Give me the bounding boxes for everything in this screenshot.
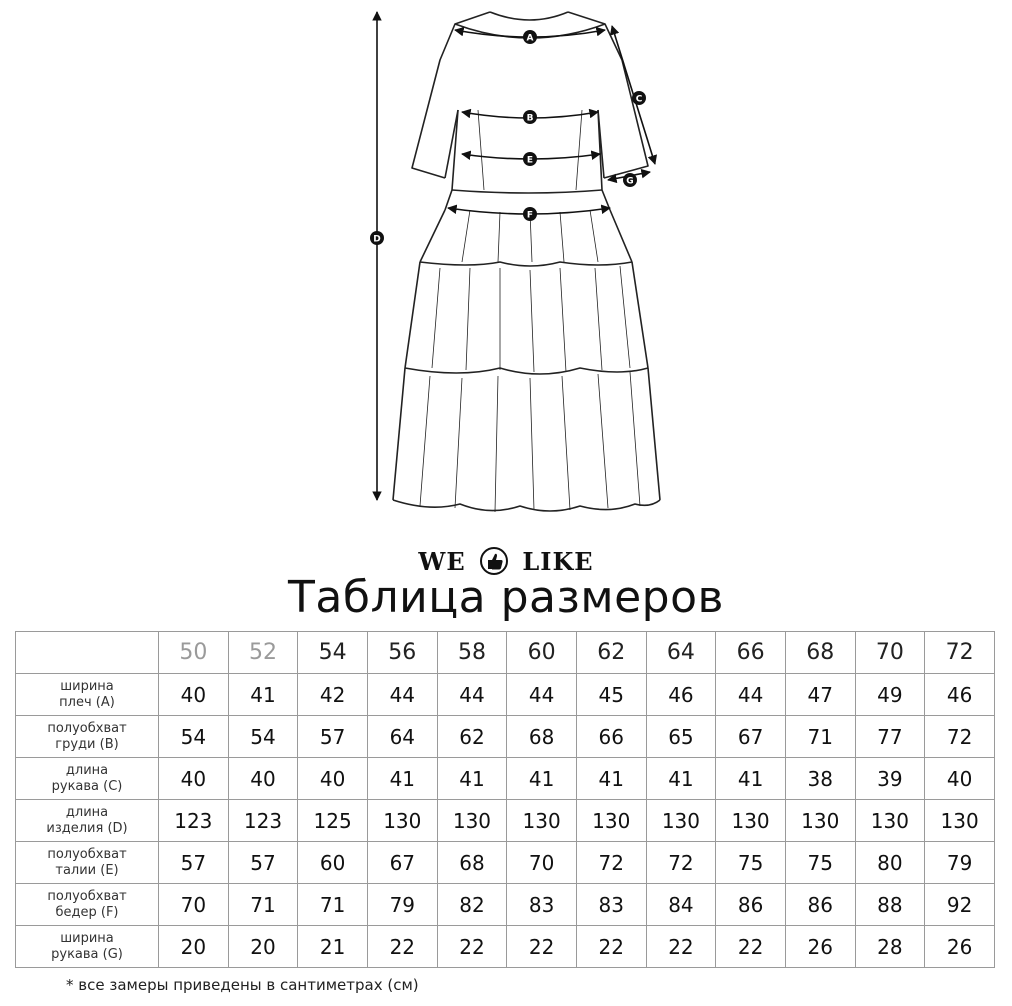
row-label <box>16 674 159 716</box>
row-label-line1: длина <box>65 762 109 778</box>
row-label-line1: ширина <box>60 678 114 694</box>
size-header: 66 <box>716 632 786 674</box>
row-label-line1: полуобхват <box>47 720 127 736</box>
size-header: 72 <box>925 632 995 674</box>
marker-e <box>523 152 537 166</box>
table-cell: 123 <box>159 800 229 842</box>
table-cell: 83 <box>576 884 646 926</box>
marker-d <box>370 231 384 245</box>
table-cell: 26 <box>925 926 995 968</box>
row-label-line2: груди (B) <box>55 736 119 752</box>
table-cell: 65 <box>646 716 716 758</box>
table-cell: 67 <box>716 716 786 758</box>
table-cell: 70 <box>507 842 577 884</box>
svg-text:C: C <box>635 94 643 105</box>
corner-cell <box>16 632 159 674</box>
row-label <box>16 800 159 842</box>
row-label-line1: полуобхват <box>47 846 127 862</box>
table-cell: 77 <box>855 716 925 758</box>
row-label-line1: ширина <box>60 930 114 946</box>
table-cell: 54 <box>228 716 298 758</box>
table-cell: 79 <box>925 842 995 884</box>
svg-text:D: D <box>373 234 381 245</box>
table-cell: 68 <box>437 842 507 884</box>
table-cell: 88 <box>855 884 925 926</box>
table-cell: 22 <box>646 926 716 968</box>
table-row <box>16 884 995 926</box>
table-cell: 21 <box>298 926 368 968</box>
table-cell: 79 <box>367 884 437 926</box>
table-cell: 22 <box>367 926 437 968</box>
table-cell: 84 <box>646 884 716 926</box>
table-cell: 41 <box>576 758 646 800</box>
row-label <box>16 716 159 758</box>
table-cell: 44 <box>716 674 786 716</box>
table-cell: 40 <box>159 758 229 800</box>
table-cell: 47 <box>785 674 855 716</box>
svg-text:E: E <box>526 155 534 166</box>
row-label-line2: рукава (G) <box>51 946 123 962</box>
brand-right: LIKE <box>522 547 594 576</box>
table-cell: 83 <box>507 884 577 926</box>
row-label-line1: полуобхват <box>47 888 127 904</box>
table-cell: 57 <box>228 842 298 884</box>
table-cell: 26 <box>785 926 855 968</box>
table-cell: 71 <box>785 716 855 758</box>
row-label-line2: рукава (C) <box>51 778 123 794</box>
table-cell: 130 <box>716 800 786 842</box>
table-cell: 125 <box>298 800 368 842</box>
table-cell: 80 <box>855 842 925 884</box>
table-cell: 130 <box>437 800 507 842</box>
table-cell: 22 <box>507 926 577 968</box>
table-cell: 20 <box>159 926 229 968</box>
table-cell: 86 <box>716 884 786 926</box>
brand-left: WE <box>418 547 466 576</box>
table-cell: 92 <box>925 884 995 926</box>
row-label-line2: талии (E) <box>55 862 119 878</box>
table-cell: 57 <box>298 716 368 758</box>
row-label <box>16 758 159 800</box>
size-header: 68 <box>785 632 855 674</box>
svg-text:A: A <box>526 33 534 44</box>
size-header: 62 <box>576 632 646 674</box>
table-cell: 72 <box>925 716 995 758</box>
row-label-line2: бедер (F) <box>55 904 119 920</box>
table-cell: 40 <box>159 674 229 716</box>
table-cell: 57 <box>159 842 229 884</box>
table-cell: 70 <box>159 884 229 926</box>
table-cell: 40 <box>925 758 995 800</box>
table-cell: 41 <box>646 758 716 800</box>
size-header: 50 <box>159 632 229 674</box>
table-cell: 130 <box>785 800 855 842</box>
size-header: 56 <box>367 632 437 674</box>
table-cell: 71 <box>298 884 368 926</box>
table-cell: 41 <box>507 758 577 800</box>
table-cell: 72 <box>646 842 716 884</box>
row-label <box>16 842 159 884</box>
table-cell: 49 <box>855 674 925 716</box>
table-cell: 41 <box>716 758 786 800</box>
table-row <box>16 758 995 800</box>
table-cell: 68 <box>507 716 577 758</box>
table-cell: 64 <box>367 716 437 758</box>
svg-text:B: B <box>526 113 534 124</box>
table-cell: 71 <box>228 884 298 926</box>
size-header: 52 <box>228 632 298 674</box>
table-cell: 72 <box>576 842 646 884</box>
table-cell: 44 <box>437 674 507 716</box>
table-cell: 67 <box>367 842 437 884</box>
table-row <box>16 674 995 716</box>
table-cell: 46 <box>925 674 995 716</box>
table-cell: 75 <box>785 842 855 884</box>
table-cell: 86 <box>785 884 855 926</box>
size-table <box>15 631 995 968</box>
size-header: 70 <box>855 632 925 674</box>
svg-text:F: F <box>526 210 534 221</box>
page-title: Таблица размеров <box>288 572 724 623</box>
table-cell: 38 <box>785 758 855 800</box>
table-cell: 28 <box>855 926 925 968</box>
row-label <box>16 884 159 926</box>
table-cell: 130 <box>855 800 925 842</box>
table-cell: 39 <box>855 758 925 800</box>
svg-text:G: G <box>626 176 634 187</box>
table-cell: 130 <box>925 800 995 842</box>
marker-a <box>523 30 537 44</box>
table-cell: 45 <box>576 674 646 716</box>
size-header: 58 <box>437 632 507 674</box>
table-cell: 130 <box>367 800 437 842</box>
table-row <box>16 926 995 968</box>
table-cell: 41 <box>367 758 437 800</box>
table-cell: 62 <box>437 716 507 758</box>
table-cell: 22 <box>437 926 507 968</box>
table-cell: 46 <box>646 674 716 716</box>
footnote: * все замеры приведены в сантиметрах (см) <box>66 976 419 994</box>
table-cell: 130 <box>646 800 716 842</box>
table-cell: 40 <box>228 758 298 800</box>
table-cell: 44 <box>507 674 577 716</box>
row-label-line2: изделия (D) <box>46 820 128 836</box>
table-row <box>16 800 995 842</box>
size-header-row <box>16 632 995 674</box>
table-cell: 123 <box>228 800 298 842</box>
table-row <box>16 716 995 758</box>
table-cell: 22 <box>576 926 646 968</box>
table-cell: 66 <box>576 716 646 758</box>
table-cell: 41 <box>437 758 507 800</box>
marker-b <box>523 110 537 124</box>
size-header: 64 <box>646 632 716 674</box>
table-cell: 130 <box>507 800 577 842</box>
row-label <box>16 926 159 968</box>
table-cell: 20 <box>228 926 298 968</box>
table-cell: 41 <box>228 674 298 716</box>
table-cell: 75 <box>716 842 786 884</box>
size-header: 54 <box>298 632 368 674</box>
table-cell: 54 <box>159 716 229 758</box>
table-cell: 82 <box>437 884 507 926</box>
size-header: 60 <box>507 632 577 674</box>
row-label-line1: длина <box>65 804 109 820</box>
marker-c <box>632 91 646 105</box>
table-cell: 44 <box>367 674 437 716</box>
row-label-line2: плеч (A) <box>59 694 115 710</box>
table-cell: 42 <box>298 674 368 716</box>
table-cell: 22 <box>716 926 786 968</box>
table-cell: 130 <box>576 800 646 842</box>
marker-g <box>623 173 637 187</box>
table-cell: 40 <box>298 758 368 800</box>
marker-f <box>523 207 537 221</box>
table-cell: 60 <box>298 842 368 884</box>
table-row <box>16 842 995 884</box>
